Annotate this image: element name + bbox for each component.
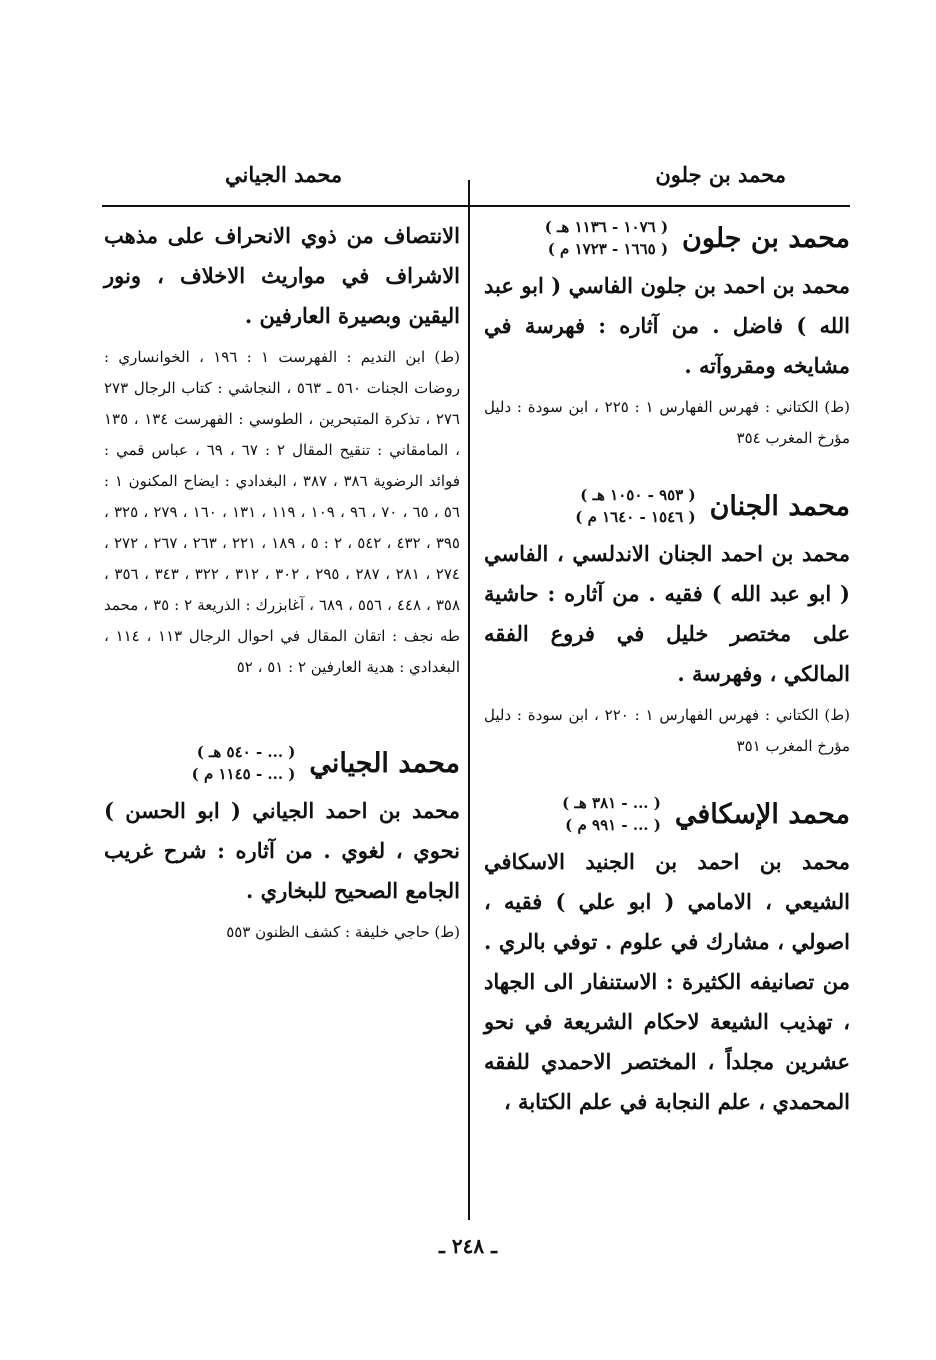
continued-references: (ط) ابن النديم : الفهرست ١ : ١٩٦ ، الخوانساري : روضات الجنات ٥٦٠ ـ ٥٦٣ ، النجاشي : كتاب الرجال ٢٧٣ ٢٧٦ ، تذكرة المتبحرين ، الطوسي : الفهرست ١٣٤ ، ١٣٥ ، المامقاني : تنقيح المقال ٢ : ٦٧ ، ٦٩ ، عباس قمي : فوائد الرضوية ٣٨٦ ، ٣٨٧ ، البغدادي : ايضاح المكنون ١ : ٥٦ ، ٦٥ ، ٧٠ ، ٩٦ ، ١٠٩ ، ١١٩ ، ١٣١ ، ١٦٠ ، ٢٧٩ ، ٣٢٥ ، ٣٩٥ ، ٤٣٢ ، ٥٤٢ ، ٢ : ٥ ، ١٨٩ ، ٢٢١ ، ٢٦٣ ، ٢٦٧ ، ٢٧٢ ، ٢٧٤ ، ٢٨١ ، ٢٨٧ ، ٢٩٥ ، ٣٠٢ ، ٣١٢ ، ٣٢٢ ، ٣٤٣ ، ٣٥٦ ، ٣٥٨ ، ٤٤٨ ، ٥٥٦ ، ٦٨٩ ، آغابزرك : الذريعة ٢ : ٣٥ ، محمد طه نجف : اتقان المقال في احوال الرجال ١١٣ ، ١١٤ ، البغدادي : هدية العارفين ٢ : ٥١ ، ٥٢ xyxy=(104,348,461,676)
dates-gregorian: ( ... - ١١٤٥ م ) xyxy=(191,765,296,783)
entry-header xyxy=(104,741,460,785)
entry xyxy=(484,484,850,762)
header-rule xyxy=(102,205,850,207)
dates-hijri: ( ... - ٣٨١ هـ ) xyxy=(562,794,661,812)
entry-dates xyxy=(575,484,695,528)
running-head-left: محمد الجياني xyxy=(225,162,343,187)
continued-text: الانتصاف من ذوي الانحراف على مذهب الاشراف في مواريث الاخلاف ، ونور اليقين وبصيرة العارفين . xyxy=(104,223,460,328)
entry-name: محمد بن جلون xyxy=(682,222,850,254)
entry-name: محمد الجنان xyxy=(709,490,850,522)
entry-name: محمد الإسكافي xyxy=(674,798,850,830)
entry-body: محمد بن احمد بن جلون الفاسي ( ابو عبد الله ) فاضل . من آثاره : فهرسة في مشايخه ومقروآته . xyxy=(484,273,850,378)
entry xyxy=(484,216,850,454)
entry xyxy=(484,792,850,1122)
entry-name: محمد الجياني xyxy=(309,747,460,779)
entry-header xyxy=(484,484,850,528)
column-divider xyxy=(468,180,470,1220)
entry-dates xyxy=(545,216,668,260)
dates-hijri: ( ١٠٧٦ - ١١٣٦ هـ ) xyxy=(544,218,669,236)
entry-references: (ط) الكتاني : فهرس الفهارس ١ : ٢٢٥ ، ابن سودة : دليل مؤرخ المغرب ٣٥٤ xyxy=(484,398,850,447)
entry-header xyxy=(484,792,850,836)
entry-body: محمد بن احمد بن الجنيد الاسكافي الشيعي ، الامامي ( ابو علي ) فقيه ، اصولي ، مشارك في علوم . توفي بالري . من تصانيفه الكثيرة : الاستنفار الى الجهاد ، تهذيب الشيعة لاحكام الشريعة في نحو عشرين مجلداً ، المختصر الاحمدي للفقه المحمدي ، علم النجابة في علم الكتابة ، xyxy=(484,849,850,1114)
right-column xyxy=(484,216,850,1122)
entry-body: محمد بن احمد الجنان الاندلسي ، الفاسي ( ابو عبد الله ) فقيه . من آثاره : حاشية على مختصر خليل في فروع الفقه المالكي ، وفهرسة . xyxy=(484,541,850,686)
dates-gregorian: ( ... - ٩٩١ م ) xyxy=(565,816,661,834)
dates-hijri: ( ٩٥٣ - ١٠٥٠ هـ ) xyxy=(580,486,696,504)
entry-references: (ط) حاجي خليفة : كشف الظنون ٥٥٣ xyxy=(226,923,460,941)
left-column xyxy=(104,216,460,948)
dates-gregorian: ( ١٥٤٦ - ١٦٤٠ م ) xyxy=(575,508,696,526)
entry-dates xyxy=(562,792,661,836)
page-number: ـ ٢٤٨ ـ xyxy=(439,1234,497,1258)
entry-dates xyxy=(192,741,296,785)
entry xyxy=(104,741,460,948)
dates-hijri: ( ... - ٥٤٠ هـ ) xyxy=(196,743,296,761)
running-head-right: محمد بن جلون xyxy=(655,162,786,187)
entry-header xyxy=(484,216,850,260)
dates-gregorian: ( ١٦٦٥ - ١٧٢٣ م ) xyxy=(547,240,669,258)
entry-body: محمد بن احمد الجياني ( ابو الحسن ) نحوي ، لغوي . من آثاره : شرح غريب الجامع الصحيح للبخاري . xyxy=(104,798,460,903)
entry-references: (ط) الكتاني : فهرس الفهارس ١ : ٢٢٠ ، ابن سودة : دليل مؤرخ المغرب ٣٥١ xyxy=(484,706,850,755)
